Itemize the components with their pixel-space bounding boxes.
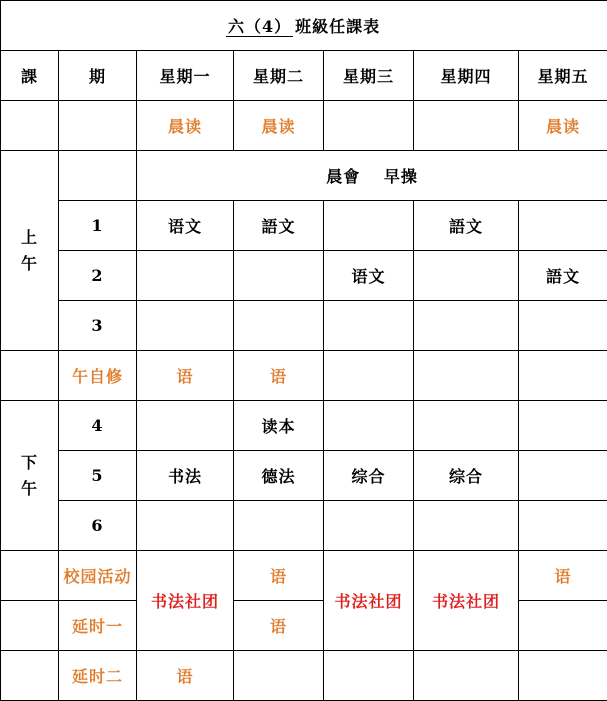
- morning-read-tue: 晨读: [234, 101, 324, 151]
- p5-tue: 德法: [234, 451, 324, 501]
- club-thu: 书法社团: [414, 551, 519, 651]
- ext2-mon: 语: [137, 651, 234, 701]
- period-6-row: [1, 501, 607, 551]
- class-name: 六（4）: [226, 17, 293, 37]
- period-3-row: [1, 301, 607, 351]
- morning-read-fri: 晨读: [519, 101, 607, 151]
- pm-label-1: 下: [21, 453, 38, 472]
- morning-read-mon: 晨读: [137, 101, 234, 151]
- campus-activity-label: 校园活动: [59, 551, 137, 601]
- p2-wed: 语文: [324, 251, 414, 301]
- period-6-label: 6: [59, 501, 137, 551]
- empty-cell: [324, 101, 414, 151]
- morning-read-row: [1, 101, 607, 151]
- p1-tue: 語文: [234, 201, 324, 251]
- ext1-tue: 语: [234, 601, 324, 651]
- p6-mon: [137, 501, 234, 551]
- p4-mon: [137, 401, 234, 451]
- ext2-thu: [414, 651, 519, 701]
- p4-wed: [324, 401, 414, 451]
- header-period: 期: [59, 51, 137, 101]
- period-2-label: 2: [59, 251, 137, 301]
- empty-cell: [1, 551, 59, 601]
- pm-label: [1, 401, 59, 551]
- period-1-row: [1, 201, 607, 251]
- p5-wed: 综合: [324, 451, 414, 501]
- header-wed: 星期三: [324, 51, 414, 101]
- ext2-wed: [324, 651, 414, 701]
- campus-tue: 语: [234, 551, 324, 601]
- p3-tue: [234, 301, 324, 351]
- period-4-row: [1, 401, 607, 451]
- ext2-fri: [519, 651, 607, 701]
- assembly-cell: 晨會 早操: [137, 151, 607, 201]
- header-lesson: 課: [1, 51, 59, 101]
- ext1-fri: [519, 601, 607, 651]
- period-5-label: 5: [59, 451, 137, 501]
- empty-cell: [1, 651, 59, 701]
- p1-thu: 語文: [414, 201, 519, 251]
- p1-fri: [519, 201, 607, 251]
- p5-fri: [519, 451, 607, 501]
- p6-tue: [234, 501, 324, 551]
- p3-wed: [324, 301, 414, 351]
- campus-activity-row: [1, 551, 607, 601]
- empty-cell: [414, 101, 519, 151]
- p4-fri: [519, 401, 607, 451]
- ext2-tue: [234, 651, 324, 701]
- empty-cell: [1, 101, 59, 151]
- empty-cell: [59, 101, 137, 151]
- header-mon: 星期一: [137, 51, 234, 101]
- header-tue: 星期二: [234, 51, 324, 101]
- p6-thu: [414, 501, 519, 551]
- p2-mon: [137, 251, 234, 301]
- empty-cell: [1, 351, 59, 401]
- club-wed: 书法社团: [324, 551, 414, 651]
- assembly-row: [1, 151, 607, 201]
- header-row: [1, 51, 607, 101]
- p4-tue: 读本: [234, 401, 324, 451]
- p1-wed: [324, 201, 414, 251]
- noon-tue: 语: [234, 351, 324, 401]
- empty-cell: [1, 601, 59, 651]
- pm-label-2: 午: [21, 479, 38, 498]
- noon-wed: [324, 351, 414, 401]
- p1-mon: 语文: [137, 201, 234, 251]
- period-3-label: 3: [59, 301, 137, 351]
- club-mon: 书法社团: [137, 551, 234, 651]
- p4-thu: [414, 401, 519, 451]
- schedule-title: [1, 1, 607, 51]
- empty-cell: [59, 151, 137, 201]
- noon-fri: [519, 351, 607, 401]
- p3-thu: [414, 301, 519, 351]
- p6-wed: [324, 501, 414, 551]
- header-thu: 星期四: [414, 51, 519, 101]
- p2-thu: [414, 251, 519, 301]
- p5-thu: 综合: [414, 451, 519, 501]
- period-2-row: [1, 251, 607, 301]
- noon-study-row: [1, 351, 607, 401]
- extension-2-label: 延时二: [59, 651, 137, 701]
- am-label-2: 午: [21, 254, 38, 273]
- noon-mon: 语: [137, 351, 234, 401]
- period-5-row: [1, 451, 607, 501]
- period-1-label: 1: [59, 201, 137, 251]
- header-fri: 星期五: [519, 51, 607, 101]
- campus-fri: 语: [519, 551, 607, 601]
- p5-mon: 书法: [137, 451, 234, 501]
- am-label: [1, 151, 59, 351]
- p3-fri: [519, 301, 607, 351]
- am-label-1: 上: [21, 228, 38, 247]
- p2-fri: 語文: [519, 251, 607, 301]
- table-name: 班級任課表: [293, 17, 382, 36]
- noon-study-label: 午自修: [59, 351, 137, 401]
- noon-thu: [414, 351, 519, 401]
- period-4-label: 4: [59, 401, 137, 451]
- p6-fri: [519, 501, 607, 551]
- p2-tue: [234, 251, 324, 301]
- extension-1-label: 延时一: [59, 601, 137, 651]
- p3-mon: [137, 301, 234, 351]
- extension-2-row: [1, 651, 607, 701]
